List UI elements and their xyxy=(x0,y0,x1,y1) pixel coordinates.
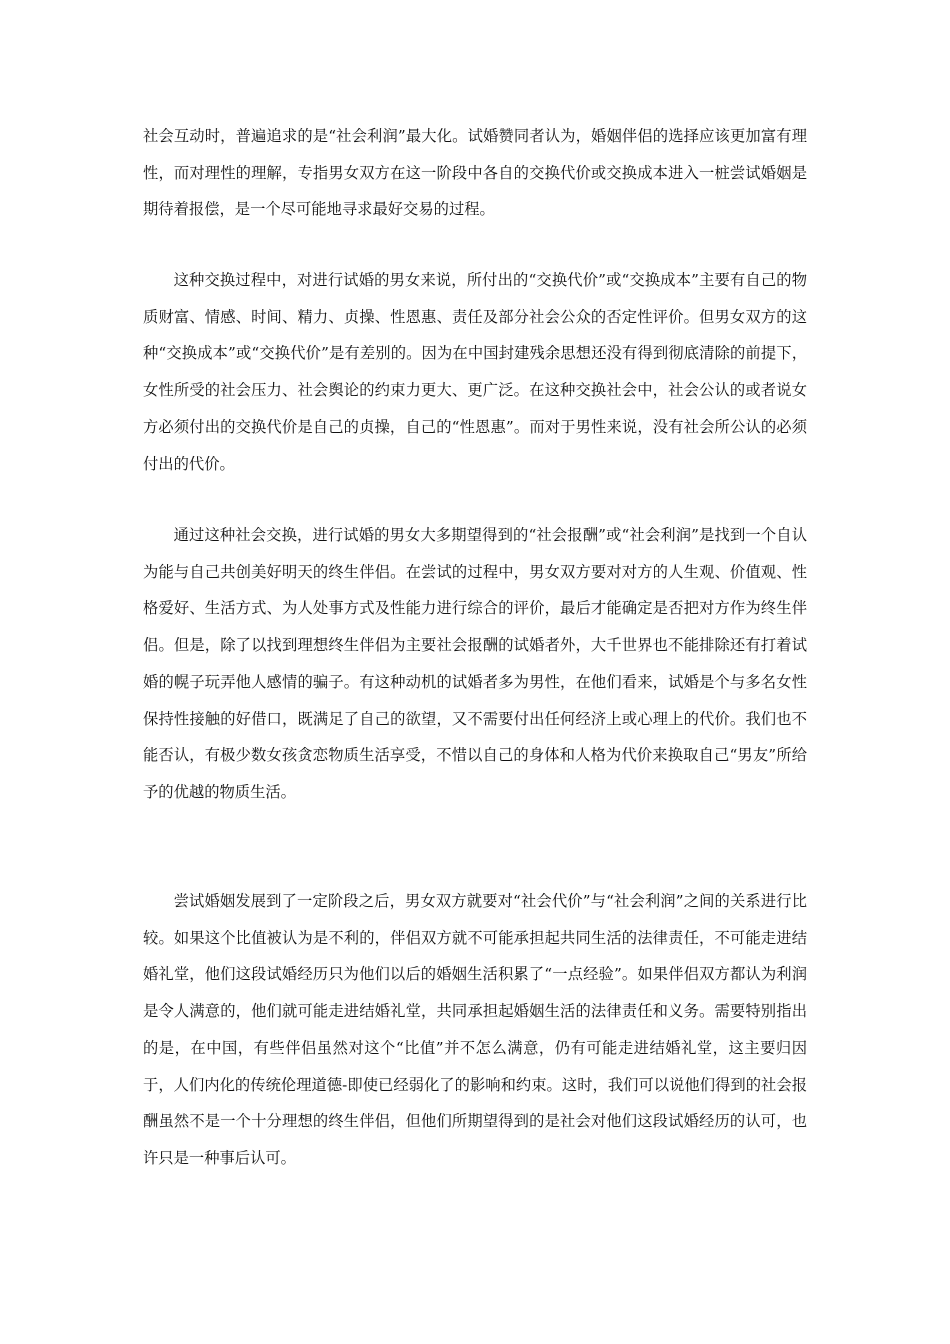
paragraph-social-reward: 通过这种社会交换，进行试婚的男女大多期望得到的“社会报酬”或“社会利润”是找到一个自认为能与自己共创美好明天的终生伴侣。在尝试的过程中，男女双方要对对方的人生观、价值观、性格爱好、生活方式、为人处事方式及性能力进行综合的评价，最后才能确定是否把对方作为终生伴侣。但是，除了以找到理想终生伴侣为主要社会报酬的试婚者外，大千世界也不能排除还有打着试婚的幌子玩弄他人感情的骗子。有这种动机的试婚者多为男性，在他们看来，试婚是个与多名女性保持性接触的好借口，既满足了自己的欲望，又不需要付出任何经济上或心理上的代价。我们也不能否认，有极少数女孩贪恋物质生活享受，不惜以自己的身体和人格为代价来换取自己“男友”所给予的优越的物质生活。 xyxy=(143,526,807,801)
paragraph-continued: 社会互动时，普遍追求的是“社会利润”最大化。试婚赞同者认为，婚姻伴侣的选择应该更加富有理性，而对理性的理解，专指男女双方在这一阶段中各自的交换代价或交换成本进入一桩尝试婚姻是期待着报偿，是一个尽可能地寻求最好交易的过程。 xyxy=(143,127,807,219)
paragraph-cost-profit-comparison: 尝试婚姻发展到了一定阶段之后，男女双方就要对“社会代价”与“社会利润”之间的关系进行比较。如果这个比值被认为是不利的，伴侣双方就不可能承担起共同生活的法律责任，不可能走进结婚礼堂，他们这段试婚经历只为他们以后的婚姻生活积累了“一点经验”。如果伴侣双方都认为利润是令人满意的，他们就可能走进结婚礼堂，共同承担起婚姻生活的法律责任和义务。需要特别指出的是，在中国，有些伴侣虽然对这个“比值”并不怎么满意，仍有可能走进结婚礼堂，这主要归因于，人们内化的传统伦理道德-即使已经弱化了的影响和约束。这时，我们可以说他们得到的社会报酬虽然不是一个十分理想的终生伴侣，但他们所期望得到的是社会对他们这段试婚经历的认可，也许只是一种事后认可。 xyxy=(143,892,807,1167)
paragraph-exchange-cost: 这种交换过程中，对进行试婚的男女来说，所付出的“交换代价”或“交换成本”主要有自己的物质财富、情感、时间、精力、贞操、性恩惠、责任及部分社会公众的否定性评价。但男女双方的这种“交换成本”或“交换代价”是有差别的。因为在中国封建残余思想还没有得到彻底清除的前提下，女性所受的社会压力、社会舆论的约束力更大、更广泛。在这种交换社会中，社会公认的或者说女方必须付出的交换代价是自己的贞操，自己的“性恩惠”。而对于男性来说，没有社会所公认的必须付出的代价。 xyxy=(143,271,807,473)
